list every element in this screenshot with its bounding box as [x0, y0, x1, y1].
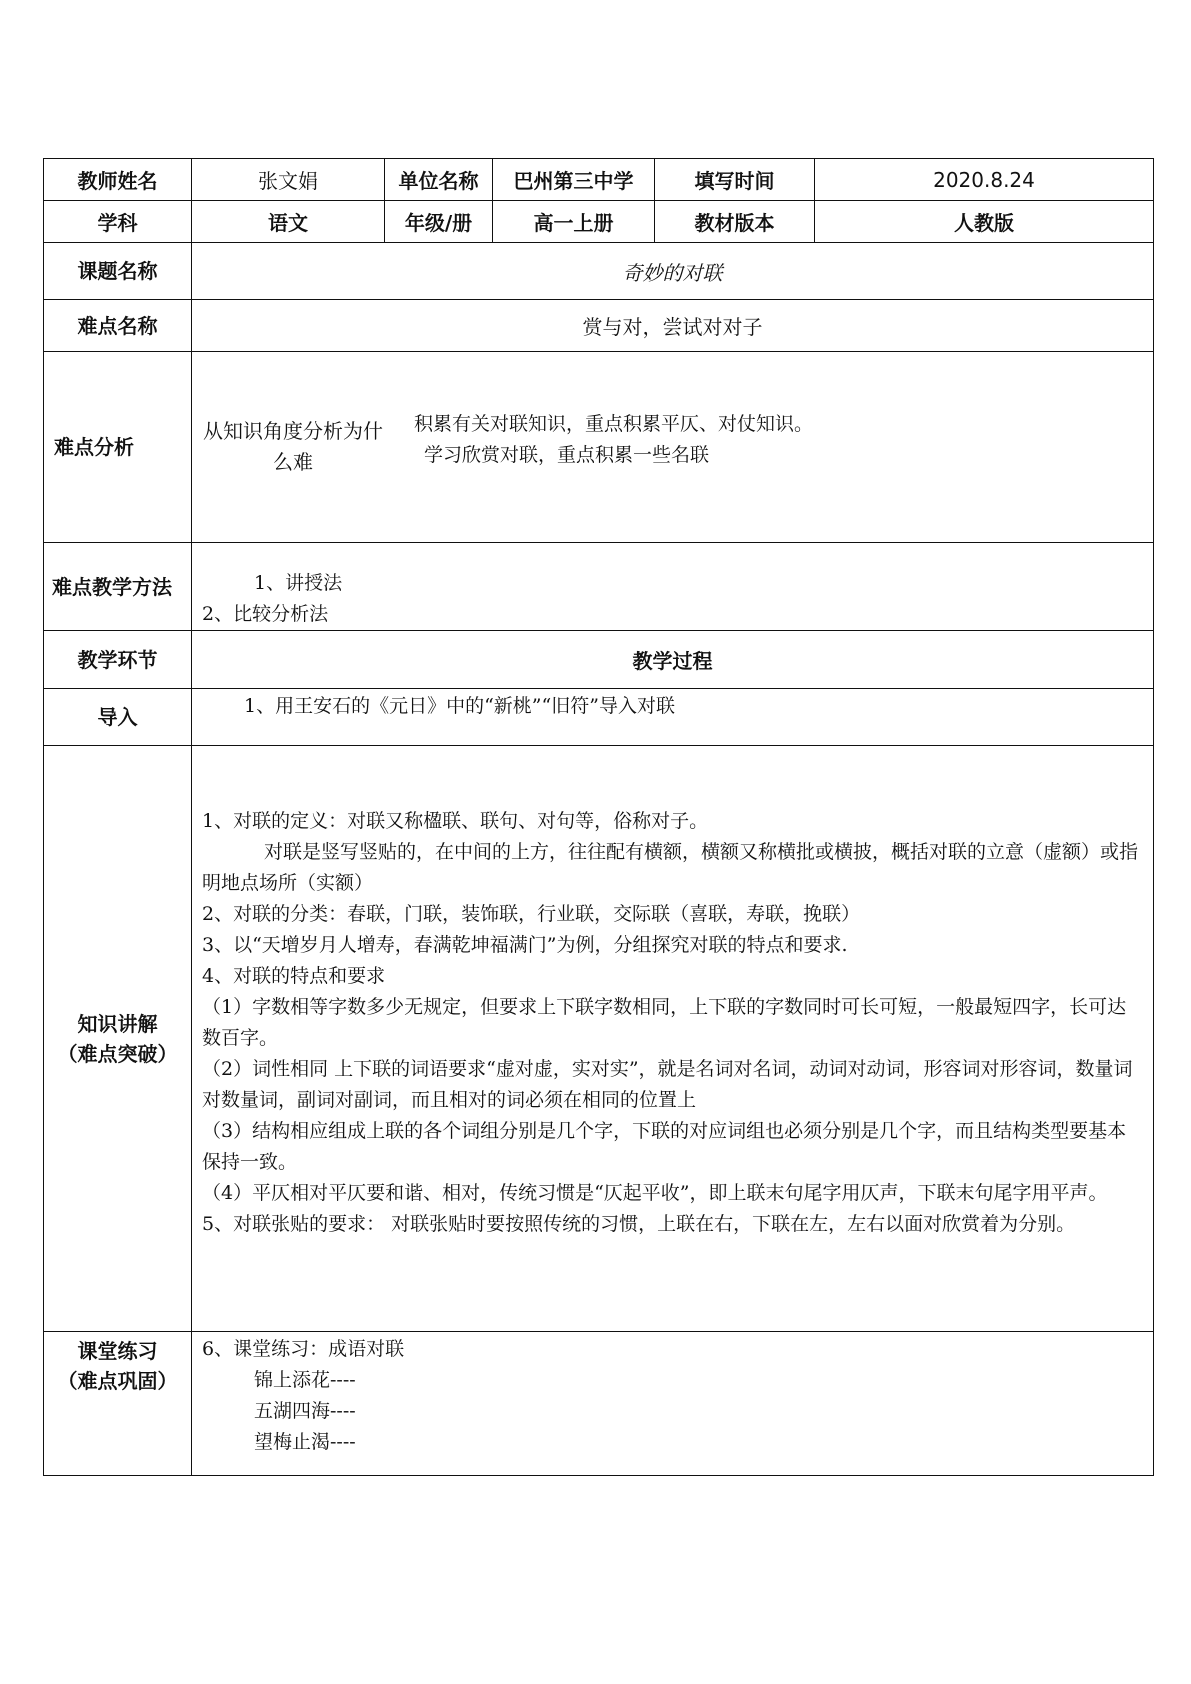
practice-title: 6、课堂练习：成语对联 [202, 1338, 405, 1360]
lesson-plan-table [43, 158, 1154, 1476]
subject-value: 语文 [192, 201, 385, 243]
knowledge-para-5: 4、对联的特点和要求 [202, 965, 386, 987]
analysis-content [394, 352, 1153, 542]
knowledge-row [44, 746, 1154, 1332]
intro-row [44, 689, 1154, 746]
practice-item-3: 望梅止渴---- [254, 1431, 356, 1453]
grade-label: 年级/册 [385, 201, 493, 243]
method-line-1: 1、讲授法 [254, 572, 343, 594]
practice-label [44, 1332, 192, 1476]
knowledge-para-4: 3、以“天增岁月人增寿，春满乾坤福满门”为例，分组探究对联的特点和要求. [202, 934, 848, 956]
stage-label: 教学环节 [44, 631, 192, 689]
difficulty-row [44, 300, 1154, 352]
lesson-plan-sheet [43, 158, 1153, 1476]
practice-label-line-2: （难点巩固） [57, 1369, 178, 1393]
edition-label: 教材版本 [655, 201, 815, 243]
process-header-row [44, 631, 1154, 689]
analysis-line-2: 学习欣赏对联，重点积累一些名联 [424, 444, 710, 466]
teacher-name-value: 张文娟 [192, 159, 385, 201]
knowledge-para-10: 5、对联张贴的要求： 对联张贴时要按照传统的习惯，上联在右，下联在左，左右以面对欣赏着为分别。 [202, 1213, 1076, 1235]
knowledge-label-line-1: 知识讲解 [77, 1011, 158, 1036]
difficulty-value: 赏与对，尝试对对子 [192, 300, 1154, 352]
intro-label: 导入 [44, 689, 192, 746]
method-row [44, 543, 1154, 631]
analysis-label: 难点分析 [44, 352, 192, 543]
knowledge-para-9: （4）平仄相对平仄要和谐、相对，传统习惯是“仄起平收”，即上联末句尾字用仄声，下联末句尾字用平声。 [202, 1182, 1108, 1204]
knowledge-para-6: （1）字数相等字数多少无规定，但要求上下联字数相同，上下联的字数同时可长可短，一般最短四字，长可达数百字。 [202, 996, 1127, 1049]
knowledge-para-2: 对联是竖写竖贴的，在中间的上方，往往配有横额，横额又称横批或横披，概括对联的立意（虚额）或指明地点场所（实额） [202, 841, 1139, 894]
edition-value: 人教版 [815, 201, 1154, 243]
practice-row [44, 1332, 1154, 1476]
fill-time-value: 2020.8.24 [815, 159, 1154, 201]
info-row-2 [44, 201, 1154, 243]
practice-label-line-1: 课堂练习 [77, 1339, 158, 1363]
process-label: 教学过程 [192, 631, 1154, 689]
topic-row [44, 243, 1154, 300]
teacher-name-label: 教师姓名 [44, 159, 192, 201]
intro-text: 1、用王安石的《元日》中的“新桃”“旧符”导入对联 [192, 689, 1154, 746]
knowledge-para-7: （2）词性相同 上下联的词语要求“虚对虚，实对实”，就是名词对名词，动词对动词，形容词对形容词，数量词对数量词，副词对副词，而且相对的词必须在相同的位置上 [202, 1058, 1133, 1111]
knowledge-para-1: 1、对联的定义：对联又称楹联、联句、对句等，俗称对子。 [202, 810, 709, 832]
analysis-row [44, 352, 1154, 543]
difficulty-label: 难点名称 [44, 300, 192, 352]
unit-name-value: 巴州第三中学 [493, 159, 655, 201]
practice-item-1: 锦上添花---- [254, 1369, 356, 1391]
topic-label: 课题名称 [44, 243, 192, 300]
method-content [192, 543, 1154, 631]
info-row-1 [44, 159, 1154, 201]
practice-item-2: 五湖四海---- [254, 1400, 356, 1422]
analysis-line-1: 积累有关对联知识，重点积累平仄、对仗知识。 [414, 413, 814, 435]
practice-content [192, 1332, 1154, 1476]
knowledge-content [192, 746, 1154, 1332]
grade-value: 高一上册 [493, 201, 655, 243]
fill-time-label: 填写时间 [655, 159, 815, 201]
knowledge-para-3: 2、对联的分类：春联，门联，装饰联，行业联，交际联（喜联，寿联，挽联） [202, 903, 861, 925]
knowledge-para-8: （3）结构相应组成上联的各个词组分别是几个字，下联的对应词组也必须分别是几个字，而且结构类型要基本保持一致。 [202, 1120, 1127, 1173]
topic-value: 奇妙的对联 [192, 243, 1154, 300]
analysis-sublabel: 从知识角度分析为什么难 [203, 419, 383, 474]
method-label: 难点教学方法 [44, 543, 192, 631]
unit-name-label: 单位名称 [385, 159, 493, 201]
knowledge-label-line-2: （难点突破） [57, 1041, 178, 1066]
subject-label: 学科 [44, 201, 192, 243]
knowledge-label [44, 746, 192, 1332]
method-line-2: 2、比较分析法 [202, 603, 329, 625]
